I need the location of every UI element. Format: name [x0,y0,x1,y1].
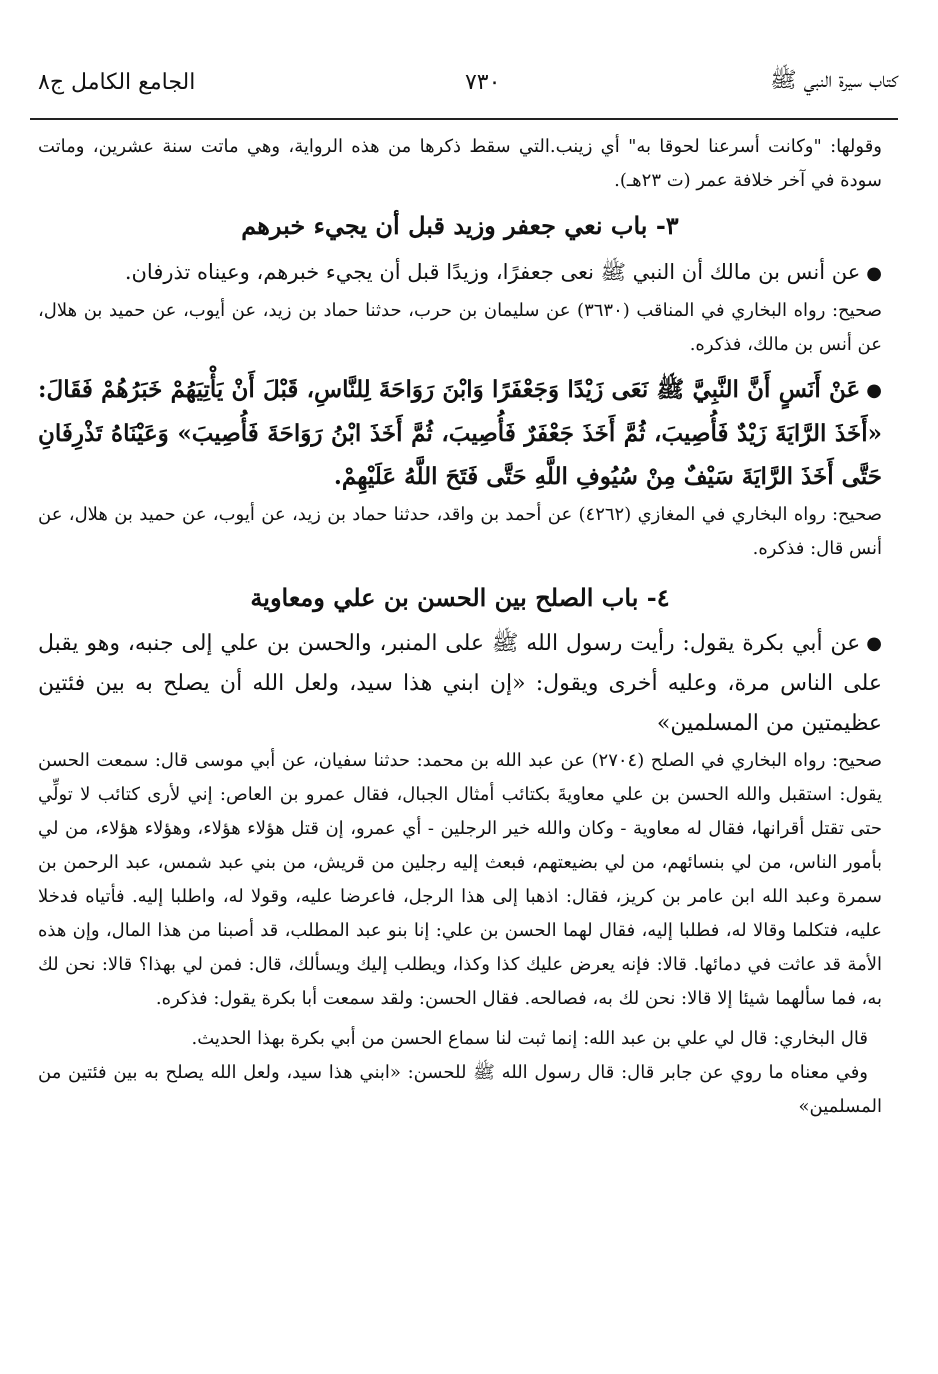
page-number: ٧٣٠ [464,69,501,95]
section-3-takhrij-2: صحيح: رواه البخاري في المغازي (٤٢٦٢) عن أحمد بن واقد، حدثنا حماد بن زيد، عن أيوب، عن حميد بن هلال، عن أنس قال: فذكره. [38,504,882,559]
page-header [38,62,898,102]
bullet-icon: ● [866,380,882,401]
jabir-note: وفي معناه ما روي عن جابر قال: قال رسول الله ﷺ للحسن: «ابني هذا سيد، ولعل الله يصلح به بين فئتين من المسلمين» [38,1062,882,1117]
hadith-text: عَنْ أَنَسٍ أَنَّ النَّبِيَّ ﷺ نَعَى زَيْدًا وَجَعْفَرًا وَابْنَ رَوَاحَةَ لِلنَّاسِ، قَبْلَ أَنْ يَأْتِيَهُمْ خَبَرُهُمْ فَقَالَ: «أَخَذَ الرَّايَةَ زَيْدٌ فَأُصِيبَ، ثُمَّ أَخَذَ جَعْفَرٌ فَأُصِيبَ، ثُمَّ أَخَذَ ابْنُ رَوَاحَةَ فَأُصِيبَ» وَعَيْنَاهُ تَذْرِفَانِ حَتَّى أَخَذَ الرَّايَةَ سَيْفٌ مِنْ سُيُوفِ اللَّهِ حَتَّى فَتَحَ اللَّهُ عَلَيْهِمْ. [38,375,882,490]
header-divider [30,118,898,120]
section-3-hadith-2 [38,368,882,499]
hadith-text: عن أبي بكرة يقول: رأيت رسول الله ﷺ على المنبر، والحسن بن علي إلى جنبه، وهو يقبل على الناس مرة، وعليه أخرى ويقول: «إن ابني هذا سيد، ولعل الله أن يصلح به بين فئتين عظيمتين من المسلمين» [38,631,882,736]
intro-note: وقولها: "وكانت أسرعنا لحوقا به" أي زينب.التي سقط ذكرها من هذه الرواية، وهي ماتت سنة عشرين، وماتت سودة في آخر خلافة عمر (ت ٢٣هـ). [38,136,882,191]
section-4-hadith [38,624,882,744]
bullet-icon: ● [866,262,882,284]
volume-title: الجامع الكامل ج٨ [38,69,196,95]
hadith-text: عن أنس بن مالك أن النبي ﷺ نعى جعفرًا، وزيدًا قبل أن يجيء خبرهم، وعيناه تذرفان. [124,260,861,284]
section-3-heading: ٣- باب نعي جعفر وزيد قبل أن يجيء خبرهم [241,211,679,240]
section-3-hadith-1 [38,252,882,294]
bukhari-note: قال البخاري: قال لي علي بن عبد الله: إنما ثبت لنا سماع الحسن من أبي بكرة بهذا الحديث. [191,1028,868,1049]
section-4-heading: ٤- باب الصلح بين الحسن بن علي ومعاوية [250,583,670,612]
page-body [38,130,882,1124]
bullet-icon: ● [866,633,882,654]
book-title: كتاب سيرة النبي ﷺ [770,68,898,93]
section-4-takhrij: صحيح: رواه البخاري في الصلح (٢٧٠٤) عن عبد الله بن محمد: حدثنا سفيان، عن أبي موسى قال: سمعت الحسن يقول: استقبل والله الحسن بن علي معاويةَ بكتائب أمثال الجبال، فقال عمرو بن العاص: إني لأرى كتائب لا تولِّي حتى تقتل أقرانها، فقال له معاوية - وكان والله خير الرجلين - أي عمرو، إن قتل هؤلاء هؤلاء، وهؤلاء هؤلاء، من لي بأمور الناس، من لي بنسائهم، من لي بضيعتهم، فبعث إليه رجلين من قريش، من بني عبد شمس، عبد الرحمن بن سمرة وعبد الله ابن عامر بن كريز، فقال: اذهبا إلى هذا الرجل، فاعرضا عليه، وقولا له، واطلبا إليه. فأتياه فدخلا عليه، فتكلما وقالا له، فطلبا إليه، فقال لهما الحسن بن علي: إنا بنو عبد المطلب، قد أصبنا من هذا المال، وإن هذه الأمة قد عاثت في دمائها. قالا: فإنه يعرض عليك كذا وكذا، ويطلب إليك ويسألك، قال: فمن لي بهذا؟ قالا: نحن لك به، فما سألهما شيئا إلا قالا: نحن لك به، فصالحه. فقال الحسن: ولقد سمعت أبا بكرة يقول: فذكره. [38,750,882,1009]
section-3-takhrij-1: صحيح: رواه البخاري في المناقب (٣٦٣٠) عن سليمان بن حرب، حدثنا حماد بن زيد، عن أيوب، عن حميد بن هلال، عن أنس بن مالك، فذكره. [38,299,882,355]
